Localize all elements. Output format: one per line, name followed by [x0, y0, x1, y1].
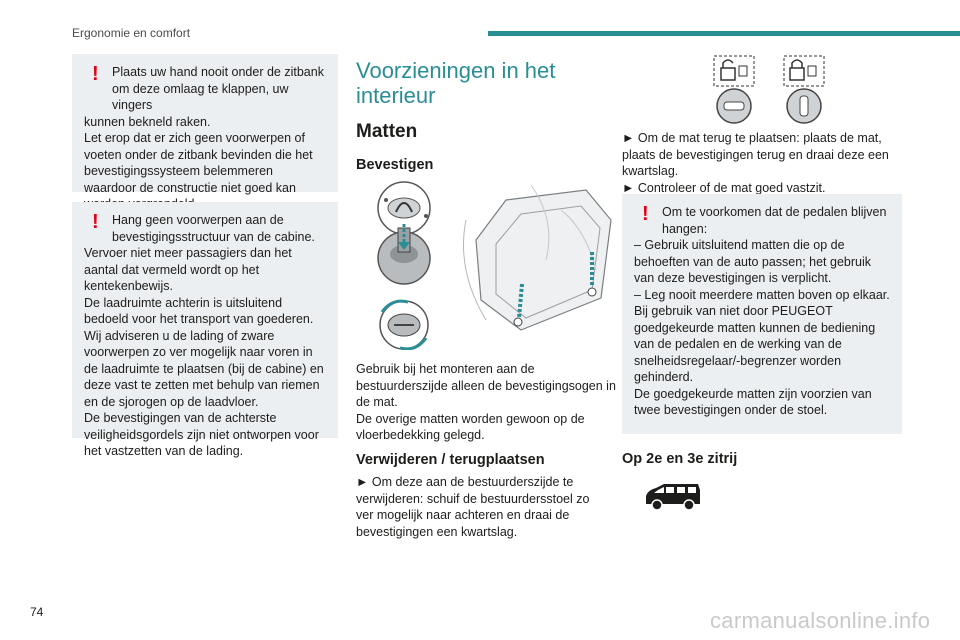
van-icon	[642, 482, 702, 512]
warning-text: De bevestigingen van de achterste veiligheidsgordels zijn niet ontworpen voor het vastzetten van de lading.	[84, 411, 319, 458]
paragraph: De overige matten worden gewoon op de vloerbedekking gelegd.	[356, 411, 585, 442]
lock-icon	[784, 56, 824, 86]
warning-text: Wij adviseren u de lading of zware voorwerpen zo ver mogelijk naar voren in de laadruimte te plaatsen (bij de cabine) en deze vast te zetten met behulp van riemen en de sjorogen op de laadvloer.	[84, 328, 324, 409]
page-number: 74	[30, 605, 44, 619]
paragraph: ► Om de mat terug te plaatsen: plaats de mat, plaats de bevestigingen terug en draai deze een kwartslag.	[622, 131, 889, 178]
paragraph: ► Om deze aan de bestuurderszijde te verwijderen: schuif de bestuurdersstoel zo ver mogelijk naar achteren en draai de bevestigingen een kwartslag.	[356, 475, 590, 539]
heading-verwijderen: Verwijderen / terugplaatsen	[356, 452, 545, 468]
warning-text: De goedgekeurde matten zijn voorzien van twee bevestigingen onder de stoel.	[634, 386, 872, 417]
warning-box-pedals	[622, 194, 902, 434]
warning-text: Bij gebruik van niet door PEUGEOT goedgekeurde matten kunnen de bediening van de pedalen en de werking van de snelheidsregelaar/-begrenzer worden gehinderd.	[634, 304, 876, 384]
paragraph: Gebruik bij het monteren aan de bestuurderszijde alleen de bevestigingsogen in de mat.	[356, 362, 616, 409]
heading-matten: Matten	[356, 121, 418, 142]
warning-box-cabin	[72, 202, 338, 458]
warning-first-line: ! Om te voorkomen dat de pedalen blijven hangen:	[642, 203, 887, 236]
warning-first-line: ! Plaats uw hand nooit onder de zitbank om deze omlaag te klappen, uw vingers	[92, 63, 324, 112]
floor-mat-sketch	[464, 185, 612, 330]
warning-text: – Gebruik uitsluitend matten die op de behoeften van de auto passen; het gebruik van deze bevestigingen is verplicht.	[634, 238, 871, 285]
warning-text: Let erop dat er zich geen voorwerpen of voeten onder de zitbank bevinden die het bevestigingssysteem belemmeren waardoor de constructie niet goed kan	[84, 131, 313, 195]
warning-icon: !	[92, 211, 99, 233]
fix-text	[356, 361, 616, 444]
fastener-rotate-icon	[380, 301, 428, 349]
warning-text: Vervoer niet meer passagiers dan het aantal dat vermeld wordt op het kentekenbewijs.	[84, 246, 292, 293]
warning-icon: !	[642, 203, 649, 225]
heading-bevestigen: Bevestigen	[356, 157, 434, 173]
warning-box-seat	[72, 54, 338, 195]
warning-first-line: ! Hang geen voorwerpen aan de bevestigingsstructuur van de cabine.	[92, 211, 315, 244]
header-accent-bar	[488, 31, 960, 36]
warning-icon: !	[92, 63, 99, 85]
running-header: Ergonomie en comfort	[72, 26, 191, 40]
section-title: Voorzieningen in het interieur	[356, 58, 556, 108]
warning-text: kunnen bekneld raken.	[84, 114, 211, 129]
lock-unlock-illustration	[710, 54, 830, 124]
unlock-icon	[714, 56, 754, 86]
heading-rows: Op 2e en 3e zitrij	[622, 451, 738, 467]
warning-text: – Leg nooit meerdere matten boven op elkaar.	[634, 287, 890, 302]
watermark: carmanualsonline.info	[710, 608, 931, 633]
remove-text	[356, 474, 590, 540]
refit-text	[622, 130, 904, 196]
warning-text: De laadruimte achterin is uitsluitend bedoeld voor het transport van goederen.	[84, 295, 314, 326]
mat-fixing-illustration	[356, 180, 618, 350]
fastener-vertical-icon	[787, 89, 821, 123]
fastener-horizontal-icon	[717, 89, 751, 123]
paragraph: ► Controleer of de mat goed vastzit.	[622, 180, 826, 195]
